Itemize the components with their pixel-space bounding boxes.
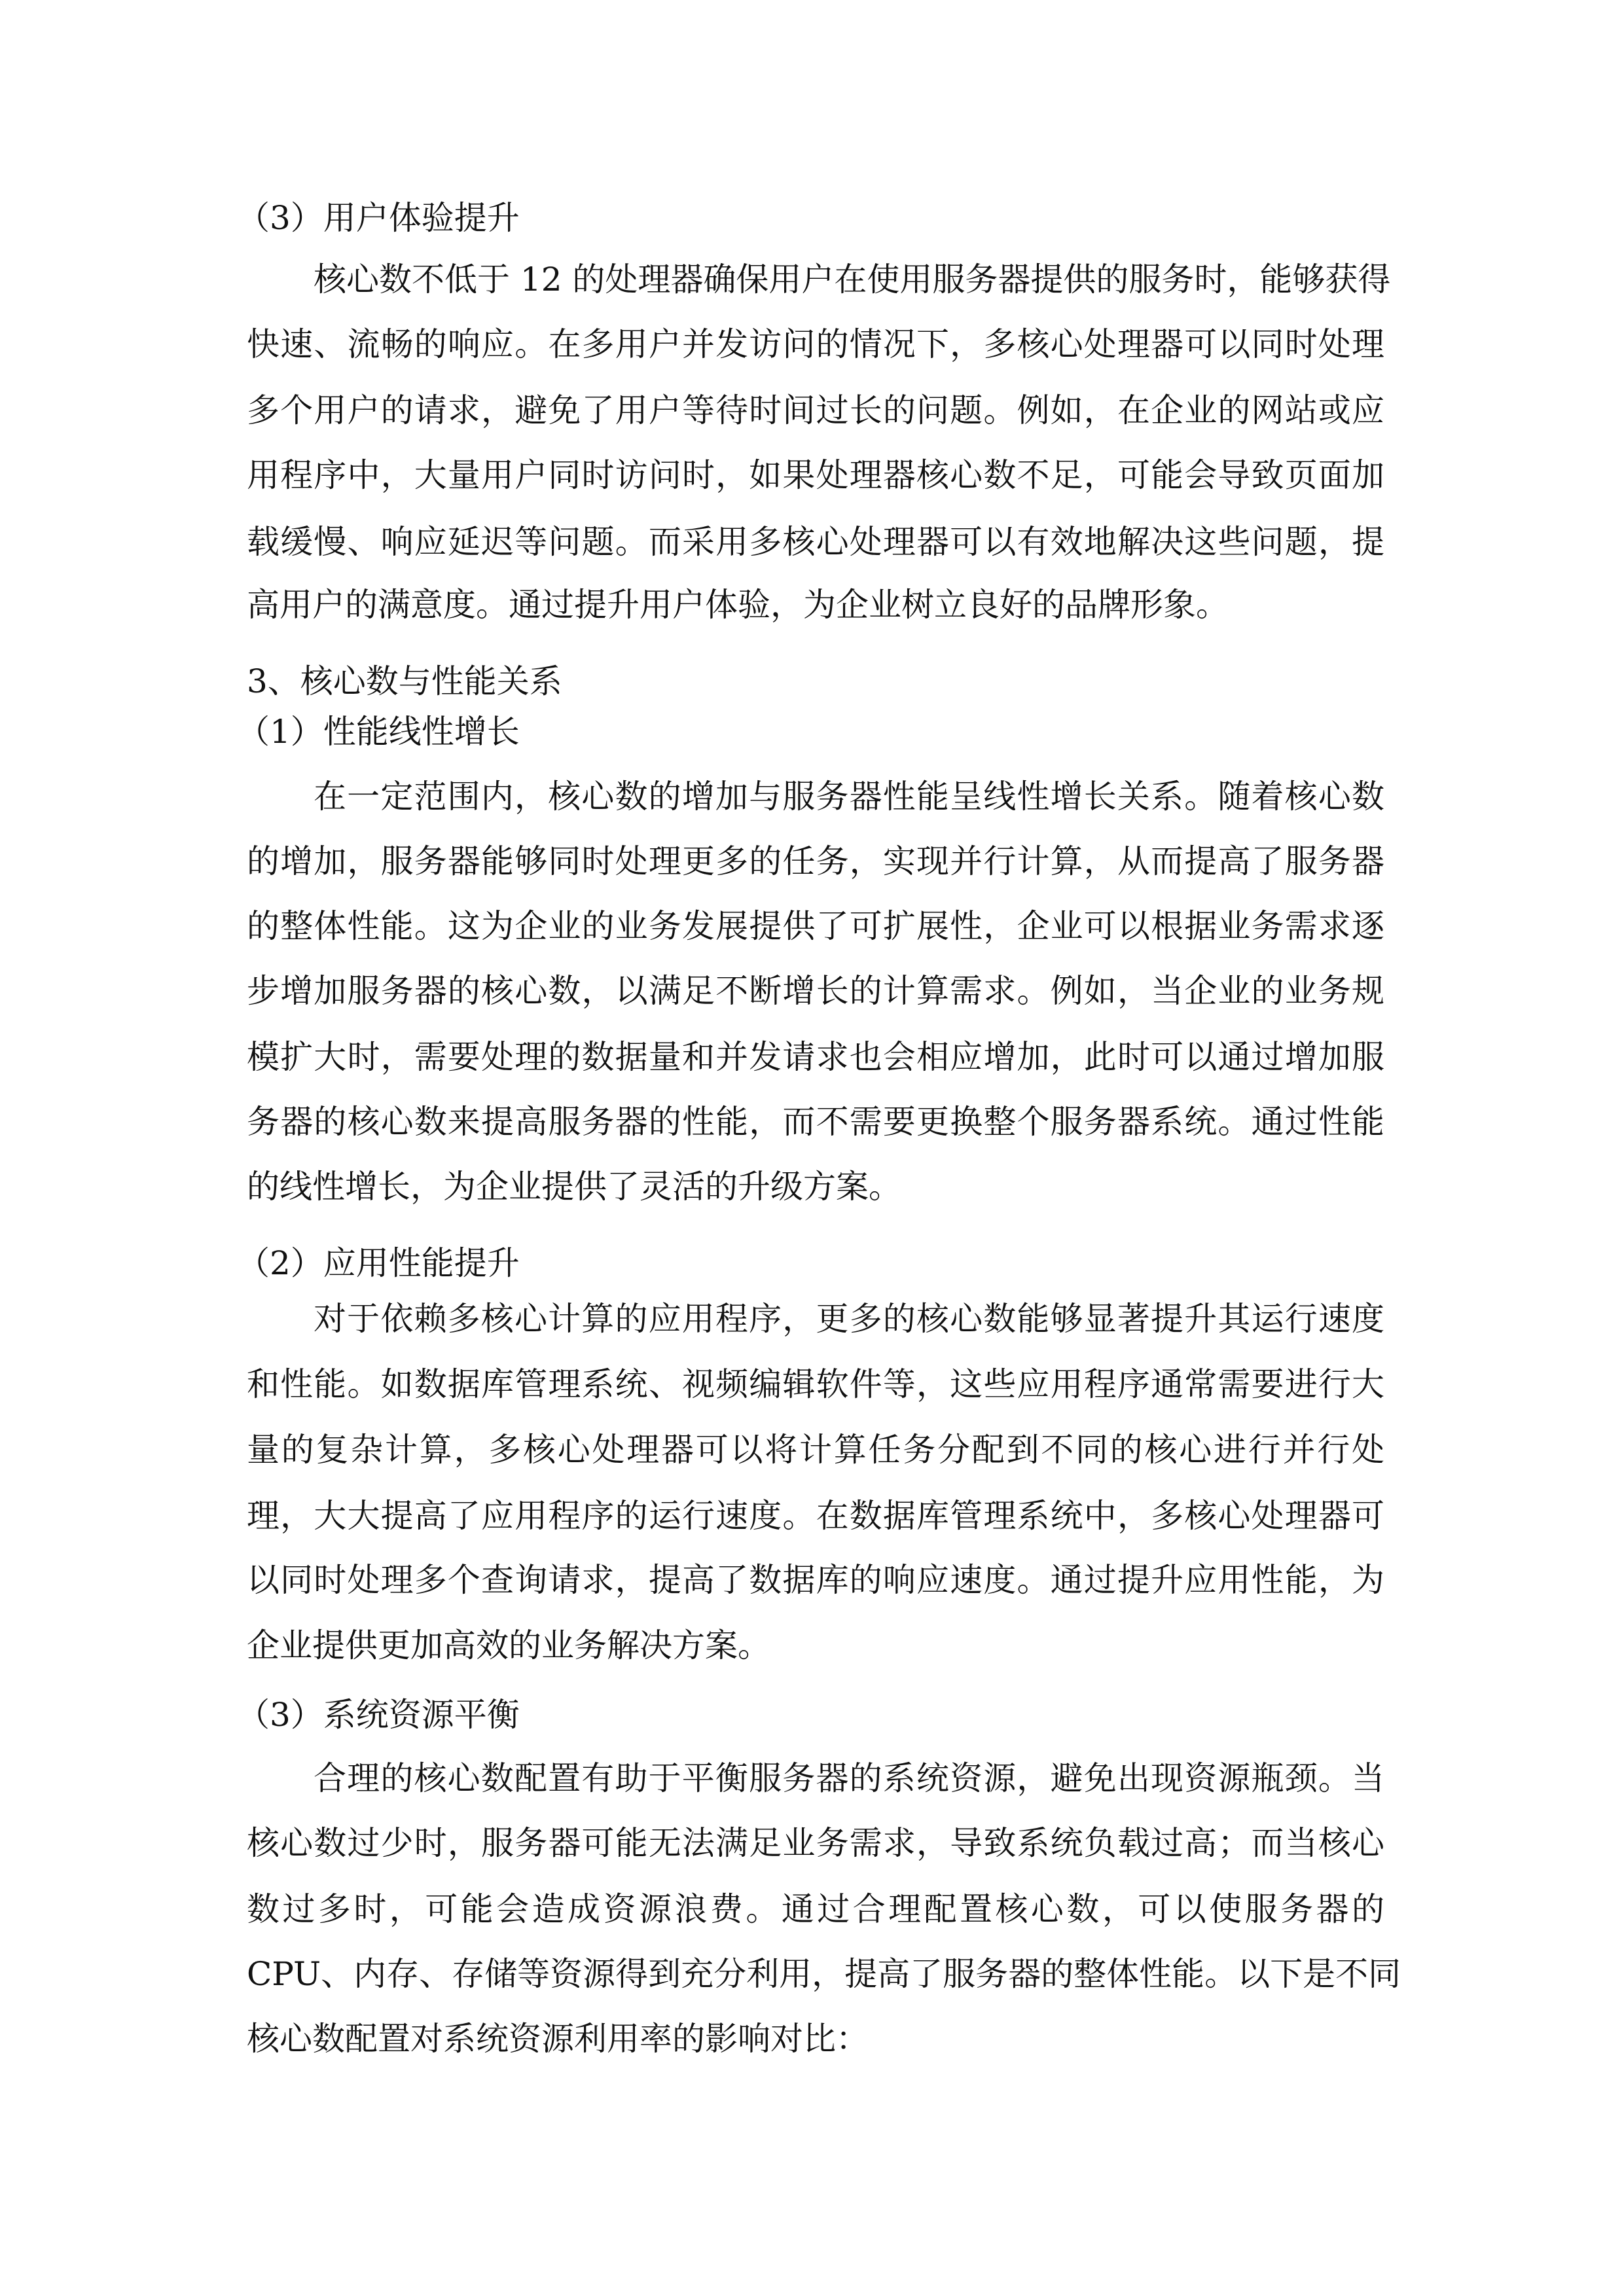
subsection-heading: （3）用户体验提升: [237, 199, 520, 237]
paragraph-line: 理，大大提高了应用程序的运行速度。在数据库管理系统中，多核心处理器可: [247, 1497, 1384, 1535]
paragraph-line: 对于依赖多核心计算的应用程序，更多的核心数能够显著提升其运行速度: [314, 1300, 1384, 1338]
paragraph-line: 核心数过少时，服务器可能无法满足业务需求，导致系统负载过高；而当核心: [247, 1824, 1384, 1862]
paragraph-line: 企业提供更加高效的业务解决方案。: [247, 1626, 770, 1664]
paragraph-line: 快速、流畅的响应。在多用户并发访问的情况下，多核心处理器可以同时处理: [247, 325, 1384, 363]
paragraph-line: 多个用户的请求，避免了用户等待时间过长的问题。例如，在企业的网站或应: [247, 391, 1384, 429]
paragraph-line: 核心数配置对系统资源利用率的影响对比：: [247, 2020, 869, 2058]
paragraph-line: CPU、内存、存储等资源得到充分利用，提高了服务器的整体性能。以下是不同: [247, 1955, 1401, 1993]
paragraph-line: 量的复杂计算，多核心处理器可以将计算任务分配到不同的核心进行并行处: [247, 1431, 1384, 1469]
paragraph-line: 用程序中，大量用户同时访问时，如果处理器核心数不足，可能会导致页面加: [247, 456, 1384, 494]
paragraph-line: 模扩大时，需要处理的数据量和并发请求也会相应增加，此时可以通过增加服: [247, 1038, 1384, 1076]
paragraph-line: 务器的核心数来提高服务器的性能，而不需要更换整个服务器系统。通过性能: [247, 1103, 1384, 1141]
paragraph-line: 以同时处理多个查询请求，提高了数据库的响应速度。通过提升应用性能，为: [247, 1561, 1384, 1599]
paragraph-line: 高用户的满意度。通过提升用户体验，为企业树立良好的品牌形象。: [247, 586, 1229, 624]
paragraph-line: 在一定范围内，核心数的增加与服务器性能呈线性增长关系。随着核心数: [314, 778, 1384, 816]
subsection-heading: （1）性能线性增长: [237, 713, 520, 751]
paragraph-line: 的整体性能。这为企业的业务发展提供了可扩展性，企业可以根据业务需求逐: [247, 907, 1384, 945]
paragraph-line: 的增加，服务器能够同时处理更多的任务，实现并行计算，从而提高了服务器: [247, 842, 1384, 880]
paragraph-line: 步增加服务器的核心数，以满足不断增长的计算需求。例如，当企业的业务规: [247, 972, 1384, 1010]
paragraph-line: 合理的核心数配置有助于平衡服务器的系统资源，避免出现资源瓶颈。当: [314, 1759, 1384, 1797]
paragraph-line: 载缓慢、响应延迟等问题。而采用多核心处理器可以有效地解决这些问题，提: [247, 523, 1384, 561]
paragraph-line: 核心数不低于 12 的处理器确保用户在使用服务器提供的服务时，能够获得: [314, 260, 1391, 298]
paragraph-line: 的线性增长，为企业提供了灵活的升级方案。: [247, 1168, 901, 1206]
paragraph-line: 和性能。如数据库管理系统、视频编辑软件等，这些应用程序通常需要进行大: [247, 1365, 1384, 1403]
paragraph-line: 数过多时，可能会造成资源浪费。通过合理配置核心数，可以使服务器的: [247, 1890, 1384, 1928]
subsection-heading: （3）系统资源平衡: [237, 1696, 520, 1734]
subsection-heading: （2）应用性能提升: [237, 1244, 520, 1282]
section-heading: 3、核心数与性能关系: [247, 662, 562, 700]
